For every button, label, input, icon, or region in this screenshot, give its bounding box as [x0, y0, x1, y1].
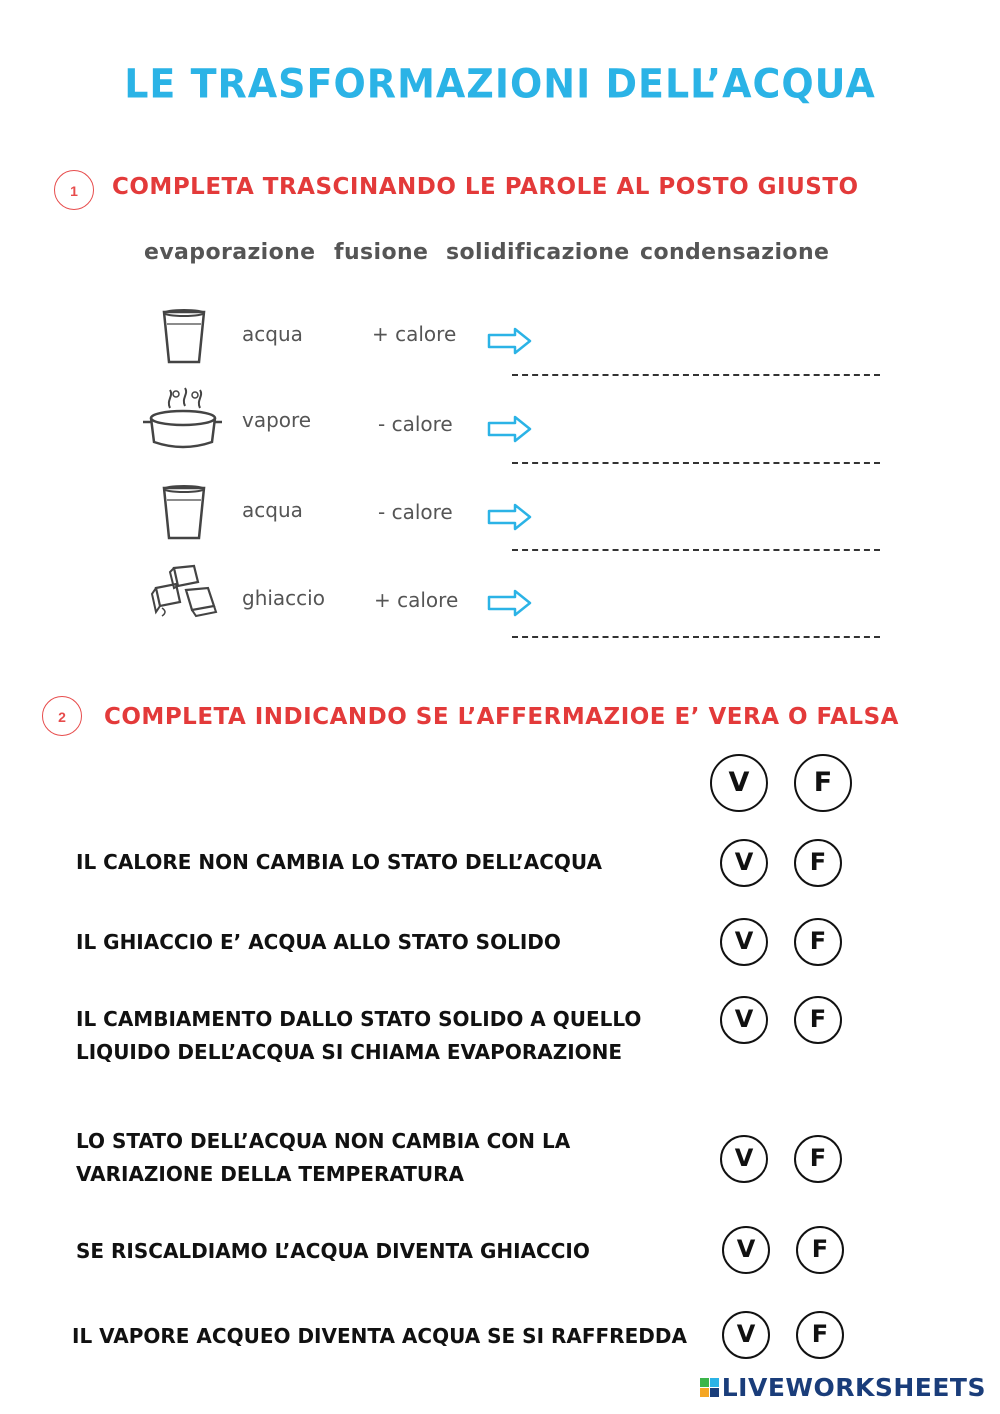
statement-3-true-button[interactable]: V	[720, 996, 768, 1044]
word-bank-solidificazione[interactable]: solidificazione	[446, 240, 630, 265]
statement-5	[76, 1235, 590, 1268]
statement-3-line-2: LIQUIDO DELL’ACQUA SI CHIAMA EVAPORAZIONE	[76, 1040, 623, 1064]
pot-steam-icon	[140, 386, 222, 452]
liveworksheets-logo-text: LIVEWORKSHEETS	[721, 1373, 986, 1402]
arrow-right-icon	[487, 414, 533, 444]
section-1-number: 1	[54, 170, 94, 210]
statement-2-line-1: IL GHIACCIO E’ ACQUA ALLO STATO SOLIDO	[76, 930, 561, 954]
header-false-marker: F	[794, 754, 852, 812]
statement-4-line-2: VARIAZIONE DELLA TEMPERATURA	[76, 1162, 465, 1186]
header-true-marker: V	[710, 754, 768, 812]
glass-icon	[160, 306, 208, 366]
liveworksheets-logo	[700, 1373, 986, 1402]
row-2-heat: - calore	[378, 412, 453, 436]
statement-6	[72, 1320, 687, 1353]
answer-blank-3[interactable]	[512, 549, 880, 551]
section-2-title: COMPLETA INDICANDO SE L’AFFERMAZIOE E’ VERA O FALSA	[104, 704, 899, 730]
glass-icon	[160, 482, 208, 542]
statement-5-line-1: SE RISCALDIAMO L’ACQUA DIVENTA GHIACCIO	[76, 1239, 590, 1263]
row-4-substance: ghiaccio	[242, 586, 325, 610]
statement-1-false-button[interactable]: F	[794, 839, 842, 887]
arrow-right-icon	[487, 326, 533, 356]
statement-6-false-button[interactable]: F	[796, 1311, 844, 1359]
arrow-right-icon	[487, 502, 533, 532]
statement-4-false-button[interactable]: F	[794, 1135, 842, 1183]
statement-3-false-button[interactable]: F	[794, 996, 842, 1044]
statement-6-line-1: IL VAPORE ACQUEO DIVENTA ACQUA SE SI RAFFREDDA	[72, 1324, 687, 1348]
ice-cubes-icon	[148, 562, 220, 618]
statement-1-line-1: IL CALORE NON CAMBIA LO STATO DELL’ACQUA	[76, 850, 603, 874]
statement-1-true-button[interactable]: V	[720, 839, 768, 887]
row-1-heat: + calore	[372, 322, 457, 346]
statement-3-line-1: IL CAMBIAMENTO DALLO STATO SOLIDO A QUELLO	[76, 1007, 642, 1031]
statement-4-true-button[interactable]: V	[720, 1135, 768, 1183]
page-title: LE TRASFORMAZIONI DELL’ACQUA	[124, 60, 876, 108]
statement-2	[76, 926, 561, 959]
answer-blank-4[interactable]	[512, 636, 880, 638]
statement-2-true-button[interactable]: V	[720, 918, 768, 966]
answer-blank-2[interactable]	[512, 462, 880, 464]
statement-4	[76, 1125, 570, 1191]
row-2-substance: vapore	[242, 408, 312, 432]
statement-3	[76, 1003, 641, 1069]
statement-6-true-button[interactable]: V	[722, 1311, 770, 1359]
statement-5-false-button[interactable]: F	[796, 1226, 844, 1274]
arrow-right-icon	[487, 588, 533, 618]
row-3-substance: acqua	[242, 498, 303, 522]
liveworksheets-logo-icon	[700, 1378, 719, 1397]
section-1-title: COMPLETA TRASCINANDO LE PAROLE AL POSTO GIUSTO	[112, 174, 859, 200]
section-2-number: 2	[42, 696, 82, 736]
answer-blank-1[interactable]	[512, 374, 880, 376]
row-3-heat: - calore	[378, 500, 453, 524]
statement-4-line-1: LO STATO DELL’ACQUA NON CAMBIA CON LA	[76, 1129, 571, 1153]
statement-5-true-button[interactable]: V	[722, 1226, 770, 1274]
row-4-heat: + calore	[374, 588, 459, 612]
statement-2-false-button[interactable]: F	[794, 918, 842, 966]
statement-1	[76, 846, 602, 879]
row-1-substance: acqua	[242, 322, 303, 346]
word-bank-condensazione[interactable]: condensazione	[640, 240, 830, 265]
word-bank-evaporazione[interactable]: evaporazione	[144, 240, 316, 265]
word-bank-fusione[interactable]: fusione	[334, 240, 429, 265]
